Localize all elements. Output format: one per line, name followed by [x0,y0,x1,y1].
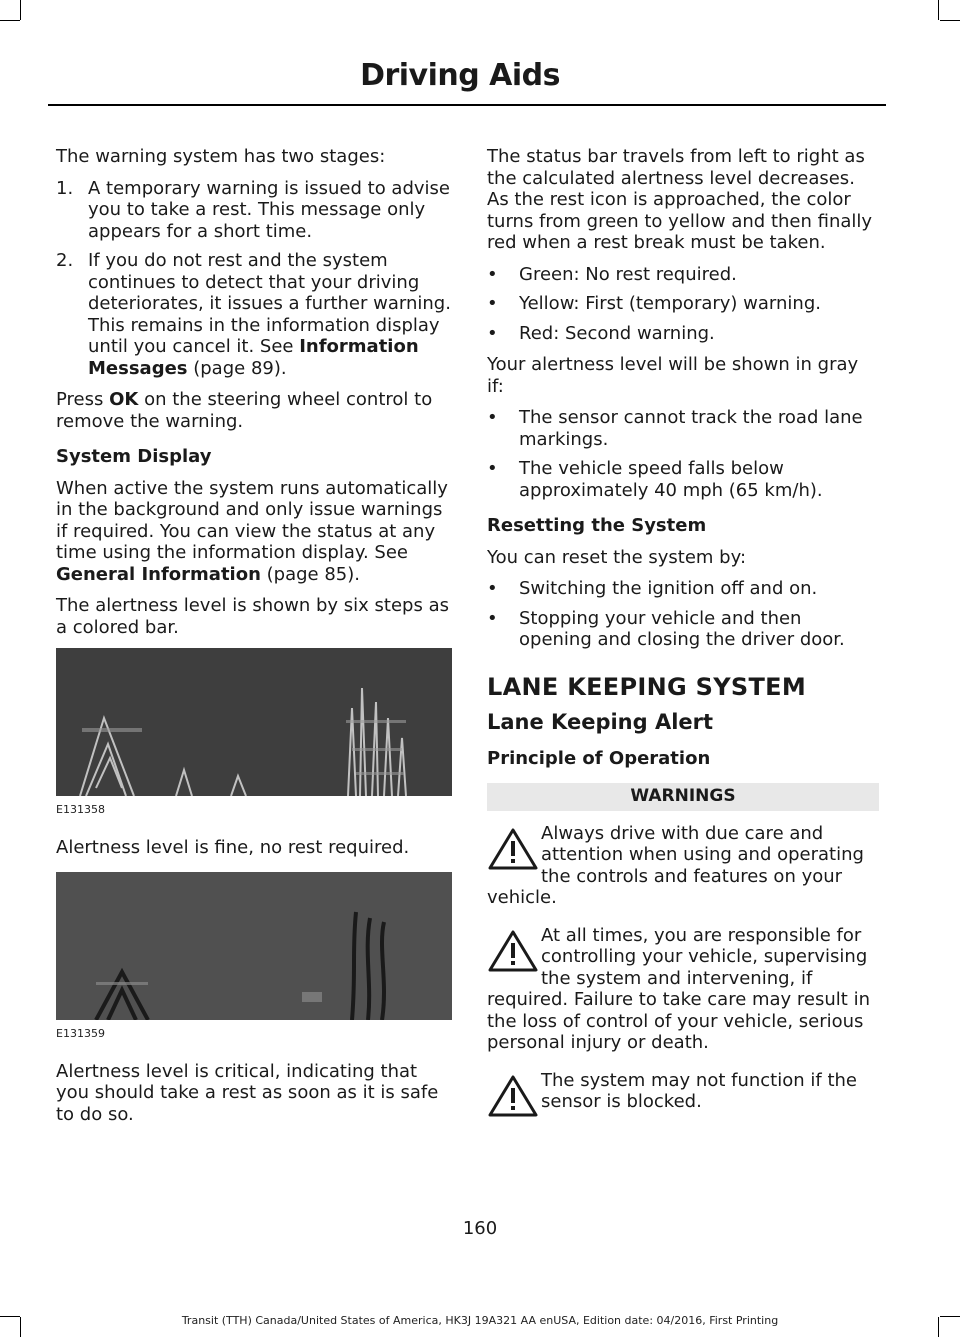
figure-caption: Alertness level is critical, indicating that you should take a rest as soon as it is safe to do so. [56,1060,439,1125]
information-messages-link[interactable]: Information Messages [88,336,419,379]
gray-intro: Your alertness level will be shown in gray if: [487,354,859,397]
bullet-icon: • [487,607,498,629]
list-item [56,178,452,243]
figure-id: E131358 [56,803,105,816]
warning-triangle-icon [487,827,539,871]
list-item [487,407,879,450]
bullet-icon: • [487,322,498,344]
reset-list [487,578,879,651]
list-item-text: Green: No rest required. [519,263,737,285]
reset-intro: You can reset the system by: [487,546,747,568]
general-information-link[interactable]: General Information [56,563,261,585]
warning-item [487,1070,879,1113]
list-item-text: Switching the ignition off and on. [519,578,818,599]
list-item [487,608,879,651]
text-fragment: When active the system runs automatically in the background and only issue warnings if required. You can view the status at any time using the information display. See [56,477,448,563]
list-item-text: Red: Second warning. [519,322,715,344]
crop-mark [20,0,21,20]
warning-text: At all times, you are responsible for controlling your vehicle, supervising the system and intervening, if required. Failure to take care may result in the loss of control of your vehicle, serious personal injury or death. [487,924,870,1053]
warning-triangle-icon [487,1074,539,1118]
list-item-text: The sensor cannot track the road lane markings. [519,407,863,450]
bullet-icon: • [487,458,498,479]
warning-item [487,823,879,909]
list-item-text: Stopping your vehicle and then opening and closing the driver door. [519,607,845,650]
list-number: 1. [56,177,74,199]
page-number: 160 [462,1218,498,1239]
page-reference: (page 89). [187,357,287,379]
text-fragment: Press [56,389,110,410]
warning-text: The system may not function if the sensor is blocked. [541,1069,857,1112]
list-item [487,264,879,286]
figure-image [56,648,452,796]
system-display-heading: System Display [56,446,212,467]
crop-mark [940,20,960,21]
list-item-text: A temporary warning is issued to advise you to take a rest. This message only appears for a short time. [88,177,450,242]
alertness-critical-figure [56,872,452,1020]
principle-heading: Principle of Operation [487,747,711,769]
alertness-fine-figure [56,648,452,796]
reset-heading: Resetting the System [487,515,707,536]
bullet-icon: • [487,263,498,285]
list-item-text: The vehicle speed falls below approximately 40 mph (65 km/h). [519,458,823,501]
bullet-icon: • [487,407,498,428]
warnings-heading: WARNINGS [487,783,879,811]
alertness-intro: The alertness level is shown by six steps as a colored bar. [56,595,449,638]
figure-image [56,872,452,1020]
list-item [487,323,879,345]
left-column [56,146,452,1135]
color-list [487,264,879,345]
crop-mark [938,0,939,20]
stages-intro: The warning system has two stages: [56,146,386,167]
page-reference: (page 85). [260,563,360,585]
ok-button-label: OK [109,389,139,410]
page-title: Driving Aids [360,58,560,93]
list-item [487,293,879,315]
list-item-text: Yellow: First (temporary) warning. [519,293,821,314]
figure-caption: Alertness level is fine, no rest required. [56,836,410,858]
press-ok-paragraph [56,389,452,432]
header-divider [48,104,886,106]
list-item [56,250,452,379]
footer-text: Transit (TTH) Canada/United States of America, HK3J 19A321 AA enUSA, Edition date: 04/2016, First Printing [181,1314,779,1327]
bullet-icon: • [487,293,498,314]
right-column [487,146,879,1129]
list-item [487,578,879,600]
subsection-heading: Lane Keeping Alert [487,710,714,734]
figure-id: E131359 [56,1027,105,1040]
list-item [487,458,879,501]
text-fragment: on the steering wheel control to remove the warning. [56,389,433,432]
section-heading: LANE KEEPING SYSTEM [487,672,807,701]
system-display-paragraph [56,478,452,586]
list-item-text: If you do not rest and the system continues to detect that your driving deteriorates, it issues a further warning. This remains in the information display until you cancel it. See [88,250,451,357]
warning-item [487,925,879,1054]
warning-text: Always drive with due care and attention when using and operating the controls and features on your vehicle. [487,822,864,908]
stages-list [56,178,452,380]
list-number: 2. [56,250,74,271]
bullet-icon: • [487,578,498,599]
gray-list [487,407,879,501]
status-bar-paragraph: The status bar travels from left to right as the calculated alertness level decreases. As the rest icon is approached, the color turns from green to yellow and then finally red when a rest break must be taken. [487,146,873,253]
warning-triangle-icon [487,929,539,973]
crop-mark [0,20,20,21]
